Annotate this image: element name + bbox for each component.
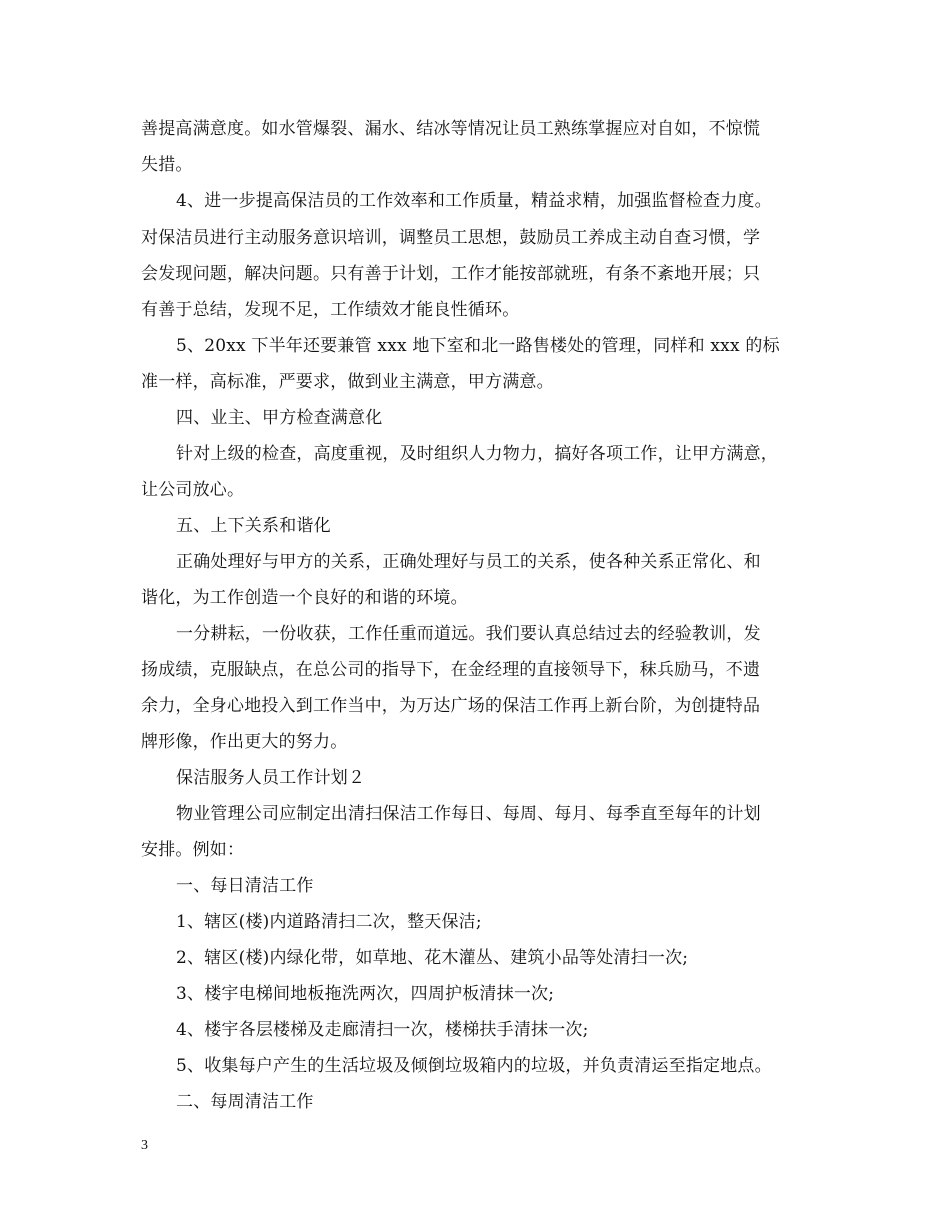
text-line: 让公司放心。	[141, 480, 245, 500]
section-heading: 一、每日清洁工作	[176, 876, 314, 896]
text-line: 准一样，高标准，严要求，做到业主满意，甲方满意。	[141, 372, 554, 392]
list-item: 3、楼宇电梯间地板拖洗两次，四周护板清抹一次;	[176, 984, 555, 1004]
text-line: 扬成绩，克服缺点，在总公司的指导下，在金经理的直接领导下，秣兵励马，不遗	[141, 660, 761, 680]
list-item: 2、辖区(楼)内绿化带，如草地、花木灌丛、建筑小品等处清扫一次;	[176, 948, 689, 968]
section-heading: 二、每周清洁工作	[176, 1092, 314, 1112]
text-line: 安排。例如：	[141, 840, 245, 860]
text-line: 善提高满意度。如水管爆裂、漏水、结冰等情况让员工熟练掌握应对自如，不惊慌	[141, 119, 761, 139]
text-line: 一分耕耘，一份收获，工作任重而道远。我们要认真总结过去的经验教训，发	[176, 624, 761, 644]
text-line: 5、20xx 下半年还要兼管 xxx 地下室和北一路售楼处的管理，同样和 xxx 的标	[176, 336, 780, 356]
list-item: 4、楼宇各层楼梯及走廊清扫一次，楼梯扶手清抹一次;	[176, 1020, 589, 1040]
section-heading: 五、上下关系和谐化	[176, 516, 331, 536]
text-line: 余力，全身心地投入到工作当中，为万达广场的保洁工作再上新台阶，为创捷特品	[141, 696, 761, 716]
text-line: 针对上级的检查，高度重视，及时组织人力物力，搞好各项工作，让甲方满意，	[176, 444, 778, 464]
text-line: 谐化，为工作创造一个良好的和谐的环境。	[141, 588, 468, 608]
text-line: 4、进一步提高保洁员的工作效率和工作质量，精益求精，加强监督检查力度。	[176, 191, 772, 211]
text-line: 有善于总结，发现不足，工作绩效才能良性循环。	[141, 300, 520, 320]
list-item: 1、辖区(楼)内道路清扫二次，整天保洁;	[176, 912, 482, 932]
text-line: 牌形像，作出更大的努力。	[141, 732, 348, 752]
text-line: 正确处理好与甲方的关系，正确处理好与员工的关系，使各种关系正常化、和	[176, 552, 761, 572]
text-line: 物业管理公司应制定出清扫保洁工作每日、每周、每月、每季直至每年的计划	[176, 804, 761, 824]
section-title: 保洁服务人员工作计划２	[176, 768, 366, 788]
section-heading: 四、业主、甲方检查满意化	[176, 408, 383, 428]
page-number: 3	[141, 1138, 148, 1153]
list-item: 5、收集每户产生的生活垃圾及倾倒垃圾箱内的垃圾，并负责清运至指定地点。	[176, 1056, 772, 1076]
text-line: 会发现问题，解决问题。只有善于计划，工作才能按部就班，有条不紊地开展；只	[141, 264, 761, 284]
text-line: 对保洁员进行主动服务意识培训，调整员工思想，鼓励员工养成主动自查习惯，学	[141, 228, 761, 248]
text-line: 失措。	[141, 155, 193, 175]
